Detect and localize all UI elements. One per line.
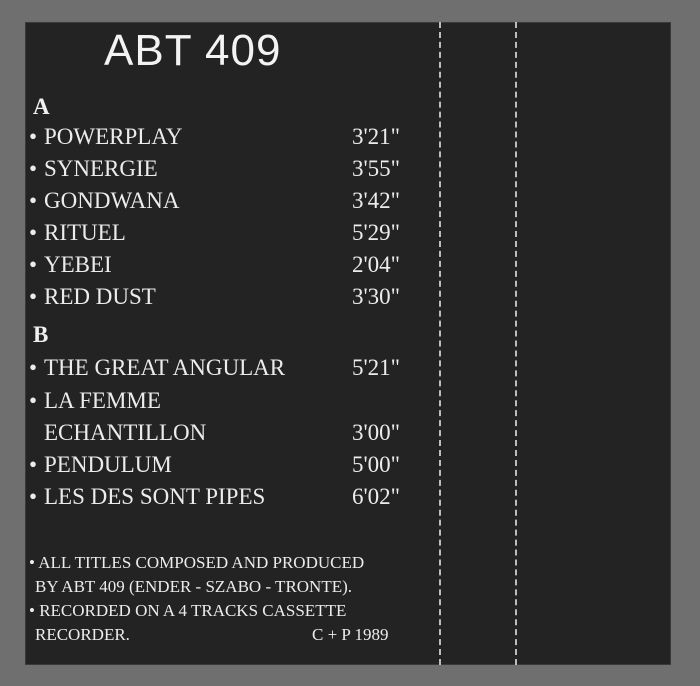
cassette-jcard: [25, 22, 671, 665]
recording-line: • RECORDED ON A 4 TRACKS CASSETTE: [29, 601, 347, 620]
track-bullet: •: [29, 484, 38, 509]
track-bullet: •: [29, 124, 38, 149]
side-b-label: B: [33, 322, 49, 347]
track-row: [25, 355, 425, 385]
track-name: THE GREAT ANGULAR: [44, 355, 286, 380]
track-bullet: •: [29, 252, 38, 277]
track-time: 3'42": [352, 188, 401, 213]
recording-line: RECORDER.: [35, 625, 130, 644]
track-name: LES DES SONT PIPES: [44, 484, 266, 509]
track-row: [25, 284, 425, 314]
track-row: [25, 420, 425, 450]
track-row: [25, 188, 425, 218]
track-row: [25, 252, 425, 282]
track-time: 3'55": [352, 156, 401, 181]
side-a-label: A: [33, 94, 50, 119]
fold-line-right: [515, 22, 517, 665]
track-time: 5'21": [352, 355, 401, 380]
track-bullet: •: [29, 188, 38, 213]
track-bullet: •: [29, 156, 38, 181]
track-time: 3'30": [352, 284, 401, 309]
track-row: [25, 220, 425, 250]
track-name: GONDWANA: [44, 188, 180, 213]
track-name: SYNERGIE: [44, 156, 158, 181]
track-bullet: •: [29, 220, 38, 245]
track-row: [25, 452, 425, 482]
track-row: [25, 484, 425, 514]
credits-line: BY ABT 409 (ENDER - SZABO - TRONTE).: [35, 577, 353, 596]
track-bullet: •: [29, 388, 38, 413]
track-name: RED DUST: [44, 284, 156, 309]
track-name: YEBEI: [44, 252, 112, 277]
copyright: C + P 1989: [312, 625, 389, 644]
credits-line: • ALL TITLES COMPOSED AND PRODUCED: [29, 553, 365, 572]
track-time: 5'29": [352, 220, 401, 245]
track-bullet: •: [29, 355, 38, 380]
fold-line-left: [439, 22, 441, 665]
track-name-continued: ECHANTILLON: [44, 420, 207, 445]
track-time: 5'00": [352, 452, 401, 477]
track-time: 3'21": [352, 124, 401, 149]
track-row: [25, 124, 425, 154]
track-name: LA FEMME: [44, 388, 161, 413]
album-title: ABT 409: [104, 26, 282, 75]
track-time: 3'00": [352, 420, 401, 445]
track-name: POWERPLAY: [44, 124, 183, 149]
track-bullet: •: [29, 452, 38, 477]
track-time: 2'04": [352, 252, 401, 277]
track-row: [25, 388, 425, 418]
track-bullet: •: [29, 284, 38, 309]
track-name: PENDULUM: [44, 452, 172, 477]
track-name: RITUEL: [44, 220, 126, 245]
track-row: [25, 156, 425, 186]
track-time: 6'02": [352, 484, 401, 509]
